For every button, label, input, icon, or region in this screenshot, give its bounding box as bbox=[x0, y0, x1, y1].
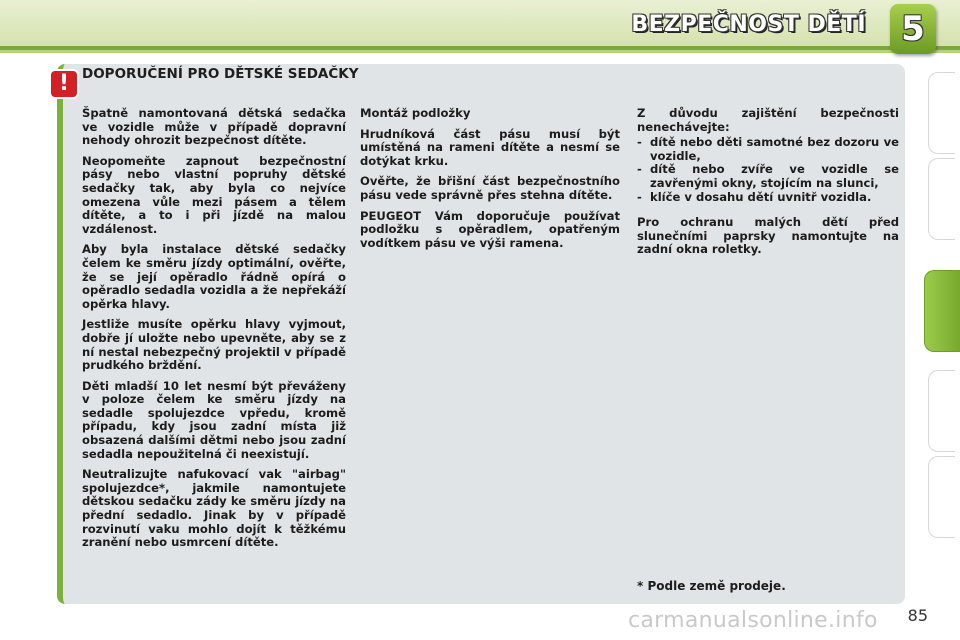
side-tab[interactable] bbox=[928, 370, 955, 452]
paragraph: Z důvodu zajištění bezpečnosti nenechávejte: bbox=[637, 106, 899, 134]
paragraph bbox=[82, 155, 346, 237]
side-tab-active[interactable] bbox=[924, 270, 960, 352]
page-number: 85 bbox=[907, 606, 928, 625]
list-item: - klíče v dosahu dětí uvnitř vozidla. bbox=[637, 189, 872, 204]
chapter-badge: 5 bbox=[890, 4, 936, 54]
side-tab[interactable] bbox=[928, 158, 955, 240]
paragraph: Ověřte, že břišní část bezpečnostního pásu vede správně přes stehna dítěte. bbox=[360, 174, 620, 202]
footnote: * Podle země prodeje. bbox=[637, 579, 786, 593]
paragraph: Aby byla instalace dětské sedačky čelem ke směru jízdy optimální, ověřte, že se její opěradlo řádně opírá o opěradlo sedadla vozidla a že nepřekáží opěrka hlavy. bbox=[82, 242, 346, 311]
paragraph: Špatně namontovaná dětská sedačka ve vozidle může v případě dopravní nehody ohrozit bezpečnost dítěte. bbox=[82, 106, 346, 148]
paragraph: PEUGEOT Vám doporučuje používat podložku s opěradlem, opatřeným vodítkem pásu ve výši ramena. bbox=[360, 208, 620, 250]
list-item: - dítě nebo děti samotné bez dozoru ve vozidle, bbox=[637, 135, 899, 163]
paragraph-text: mezi pásem a tělem dítěte, a to i při jízdě na malou vzdálenost. bbox=[82, 194, 346, 236]
watermark[interactable]: carmanualsonline.info bbox=[628, 608, 878, 633]
subheading: Montáž podložky bbox=[360, 106, 471, 120]
column-2 bbox=[360, 107, 620, 257]
column-1 bbox=[82, 107, 346, 557]
paragraph: Pro ochranu malých dětí před slunečními paprsky namontujte na zadní okna roletky. bbox=[637, 215, 899, 257]
page-title: BEZPEČNOST DĚTÍ bbox=[631, 12, 866, 37]
paragraph-text: Neopomeňte zapnout bezpečnostní pásy nebo vlastní popruhy dětské sedačky tak, bbox=[82, 153, 346, 195]
paragraph: Hrudníková část pásu musí být umístěná na rameni dítěte a nesmí se dotýkat krku. bbox=[360, 126, 620, 168]
column-3 bbox=[637, 107, 899, 264]
section-title: DOPORUČENÍ PRO DĚTSKÉ SEDAČKY bbox=[82, 66, 359, 82]
emphasis-text: aby byla co nejvíce omezena vůle bbox=[82, 180, 346, 209]
list-item: - dítě nebo zvíře ve vozidle se zavřenými okny, stojícím na slunci, bbox=[637, 162, 899, 190]
paragraph: Děti mladší 10 let nesmí být převáženy v poloze čelem ke směru jízdy na sedadle spolujezdce vpředu, kromě případu, kdy jsou zadní místa již obsazená dalšími dětmi nebo jsou zadní sedadla nepoužitelná či neexistují. bbox=[82, 378, 346, 461]
warning-exclamation-icon: ! bbox=[51, 71, 77, 97]
side-tab[interactable] bbox=[928, 456, 955, 538]
header-stripe-light bbox=[0, 50, 960, 53]
side-tab[interactable] bbox=[928, 72, 955, 154]
paragraph: Jestliže musíte opěrku hlavy vyjmout, dobře jí uložte nebo upevněte, aby se z ní nestal nebezpečný projektil v případě prudkého brždění. bbox=[82, 317, 346, 373]
paragraph: Neutralizujte nafukovací vak "airbag" spolujezdce*, jakmile namontujete dětskou sedačku zády ke směru jízdy na přední sedadlo. Jinak by v případě rozvinutí vaku mohlo dojít k těžkému zranění nebo usmrcení dítěte. bbox=[82, 467, 346, 550]
